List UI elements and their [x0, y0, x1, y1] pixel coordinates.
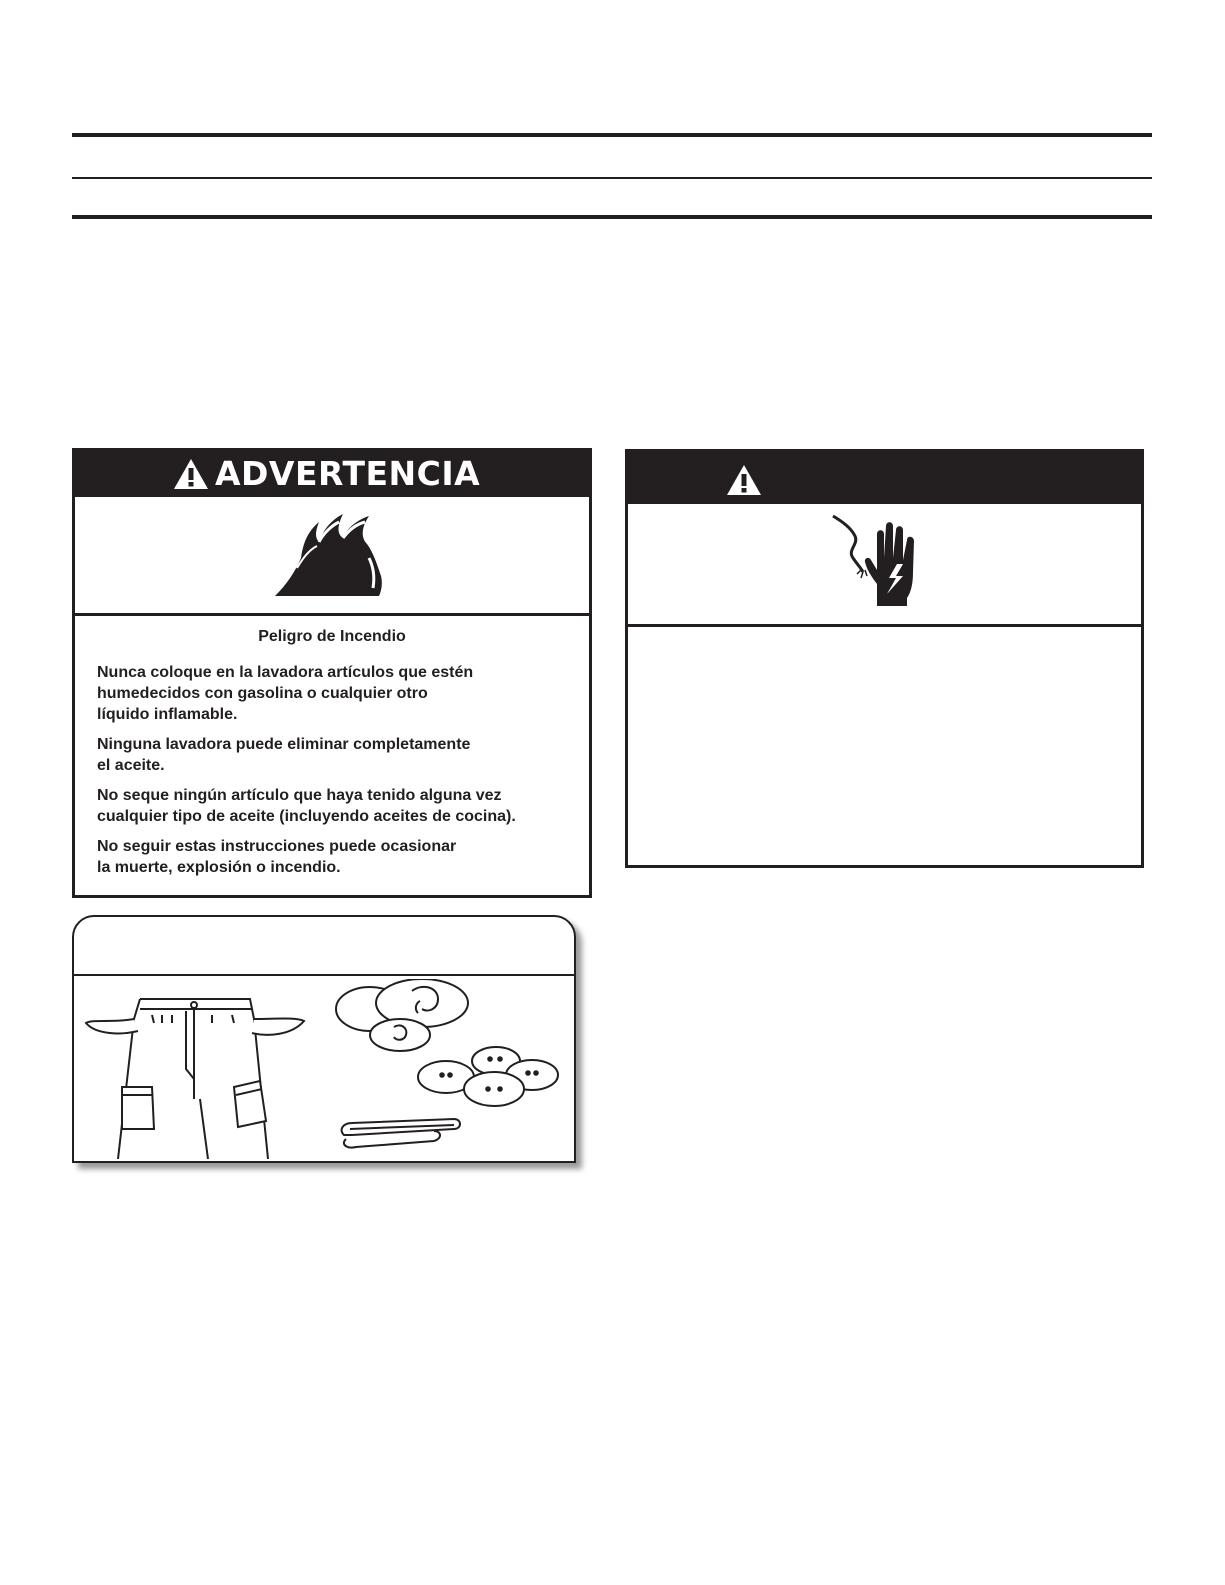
warning-paragraph: Ninguna lavadora puede eliminar completamente el aceite. — [97, 736, 471, 774]
warning-header — [75, 451, 589, 497]
warning-triangle-icon — [726, 464, 762, 496]
pockets-illustration — [82, 979, 572, 1159]
warning-paragraph: No seguir estas instrucciones puede ocasionar la muerte, explosión o incendio. — [97, 838, 457, 876]
warning-text — [97, 628, 579, 887]
header-rule-top — [72, 133, 1152, 137]
hazard-pictogram-band — [628, 504, 1141, 627]
signal-word: ADVERTENCIA — [215, 454, 481, 493]
header-rule-middle — [72, 177, 1152, 179]
warning-triangle-icon — [173, 458, 209, 490]
warning-header — [628, 452, 1141, 504]
panel-frame — [72, 915, 576, 1163]
hazard-name: Peligro de Incendio — [258, 628, 406, 645]
empty-pockets-panel — [72, 915, 582, 1169]
panel-header — [74, 917, 574, 976]
hazard-pictogram-band — [75, 497, 589, 616]
header-rule-bottom — [72, 215, 1152, 219]
warning-paragraph: No seque ningún artículo que haya tenido alguna vez cualquier tipo de aceite (incluyendo aceites de cocina). — [97, 787, 516, 825]
warning-paragraph: Nunca coloque en la lavadora artículos que estén humedecidos con gasolina o cualquier otro líquido inflamable. — [97, 664, 474, 723]
empty-pockets-pants-illustration — [86, 999, 304, 1159]
safety-pins-illustration — [342, 1119, 460, 1148]
electric-shock-hand-icon — [831, 514, 931, 610]
shock-warning-box — [625, 449, 1144, 868]
buttons-illustration — [418, 1047, 558, 1106]
fire-icon — [273, 508, 387, 600]
fire-warning-box — [72, 448, 592, 898]
coins-illustration — [336, 979, 468, 1051]
